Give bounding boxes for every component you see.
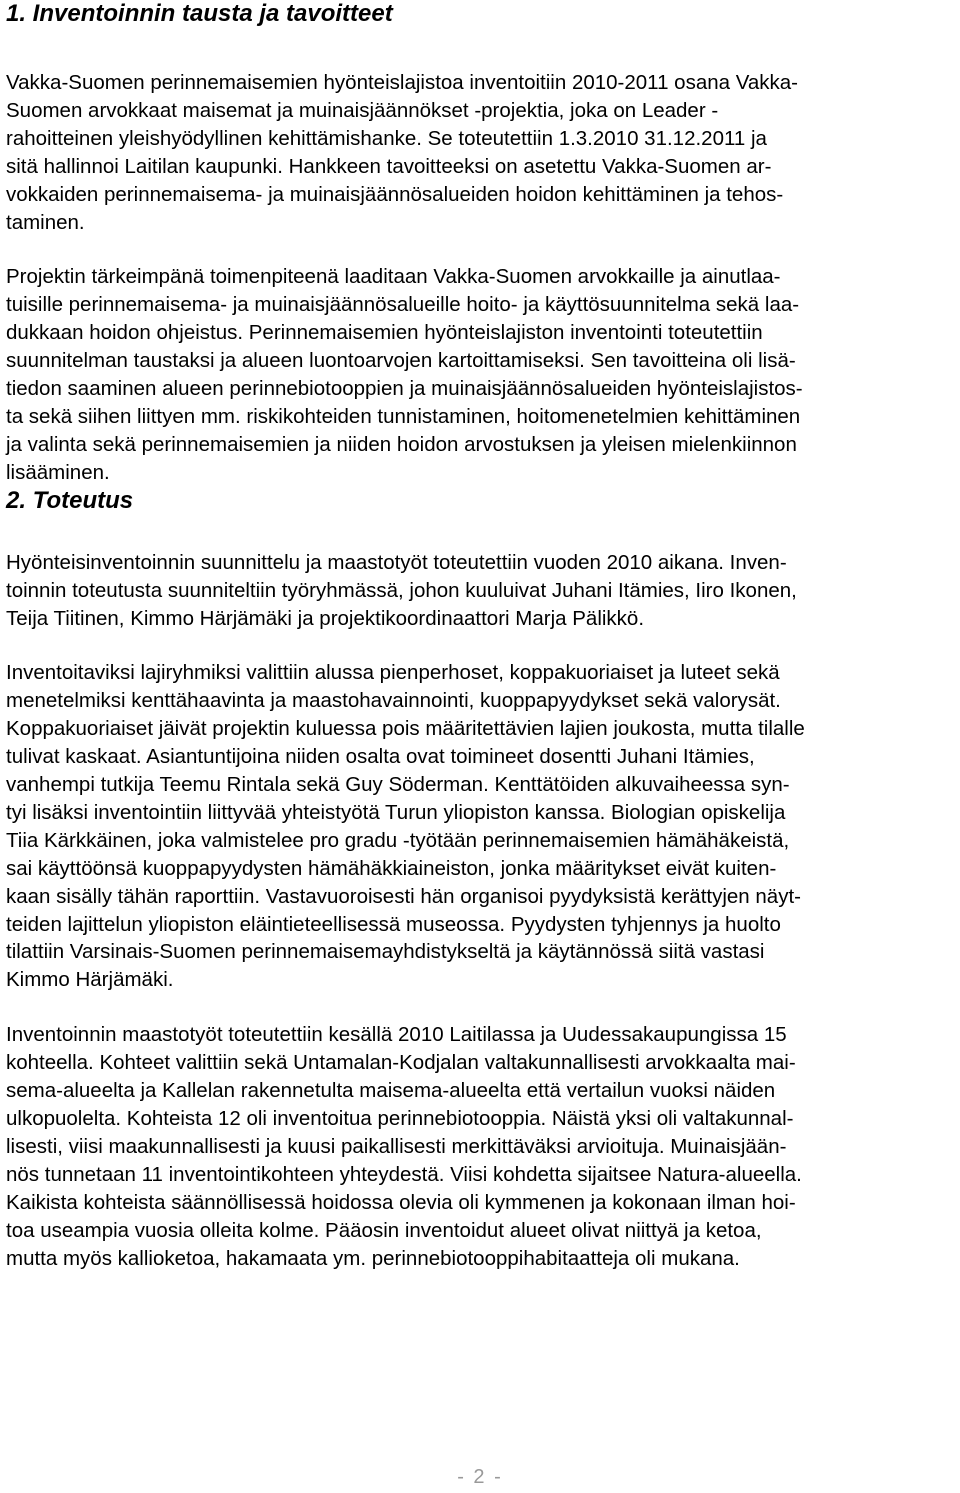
text-line: sitä hallinnoi Laitilan kaupunki. Hankkeen tavoitteeksi on asetettu Vakka-Suomen ar- — [6, 154, 772, 178]
text-line: dukkaan hoidon ohjeistus. Perinnemaisemien hyönteislajiston inventointi toteutettiin — [6, 321, 763, 345]
text-line: kohteella. Kohteet valittiin sekä Untamalan-Kodjalan valtakunnallisesti arvokkaalta mai- — [6, 1051, 796, 1075]
section-heading-1: 1. Inventoinnin tausta ja tavoitteet — [6, 0, 393, 27]
text-line: lisääminen. — [6, 460, 110, 484]
text-line: tiedon saaminen alueen perinnebiotooppien ja muinaisjäännösalueiden hyönteislajistos- — [6, 377, 803, 401]
text-line: vanhempi tutkija Teemu Rintala sekä Guy Söderman. Kenttätöiden alkuvaiheessa syn- — [6, 773, 790, 797]
paragraph — [6, 659, 952, 994]
text-line: lisesti, viisi maakunnallisesti ja kuusi paikallisesti merkittäväksi arvioituja. Muinaisjään- — [6, 1134, 787, 1158]
text-line: Tiia Kärkkäinen, joka valmistelee pro gradu -työtään perinnemaisemien hämähäkeistä, — [6, 828, 790, 852]
document-page — [6, 0, 952, 1272]
page-number: - 2 - — [457, 1466, 503, 1488]
text-line: Hyönteisinventoinnin suunnittelu ja maastotyöt toteutettiin vuoden 2010 aikana. Inven- — [6, 550, 787, 574]
text-line: Kaikista kohteista säännöllisessä hoidossa olevia oli kymmenen ja kokonaan ilman hoi- — [6, 1190, 796, 1214]
text-line: tilattiin Varsinais-Suomen perinnemaisemayhdistykseltä ja käytännössä siitä vastasi — [6, 940, 765, 964]
section-heading-2: 2. Toteutus — [6, 486, 134, 514]
paragraph — [6, 69, 952, 236]
text-line: toa useampia vuosia olleita kolme. Pääosin inventoidut alueet olivat niittyä ja ketoa, — [6, 1218, 762, 1242]
text-line: Koppakuoriaiset jäivät projektin kuluessa pois määritettävien lajien joukosta, mutta tilalle — [6, 717, 805, 741]
text-line: Suomen arvokkaat maisemat ja muinaisjäännökset -projektia, joka on Leader - — [6, 98, 719, 122]
text-line: Inventoitaviksi lajiryhmiksi valittiin alussa pienperhoset, koppakuoriaiset ja luteet sekä — [6, 661, 780, 685]
text-line: Vakka-Suomen perinnemaisemien hyönteislajistoa inventoitiin 2010-2011 osana Vakka- — [6, 71, 798, 94]
text-line: teiden lajittelun yliopiston eläintieteellisessä museossa. Pyydysten tyhjennys ja huolto — [6, 912, 781, 936]
text-line: Kimmo Härjämäki. — [6, 968, 174, 992]
paragraph — [6, 549, 952, 633]
text-line: kaan sisälly tähän raporttiin. Vastavuoroisesti hän organisoi pyydyksistä kerättyjen näyt- — [6, 884, 801, 908]
text-line: rahoitteinen yleishyödyllinen kehittämishanke. Se toteutettiin 1.3.2010 31.12.2011 ja — [6, 126, 767, 150]
text-line: ulkopuolelta. Kohteista 12 oli inventoitua perinnebiotooppia. Näistä yksi oli valtakunnal- — [6, 1107, 794, 1130]
text-line: tyi lisäksi inventointiin liittyvää yhteistyötä Turun yliopiston kanssa. Biologian opiskelija — [6, 800, 786, 824]
text-line: tulivat kaskaat. Asiantuntijoina niiden osalta ovat toimineet dosentti Juhani Itämies, — [6, 745, 755, 769]
text-line: suunnitelman taustaksi ja alueen luontoarvojen kartoittamiseksi. Sen tavoitteina oli lisä- — [6, 349, 796, 373]
text-line: menetelmiksi kenttähaavinta ja maastohavainnointi, kuoppapyydykset sekä valorysät. — [6, 689, 781, 713]
text-line: Inventoinnin maastotyöt toteutettiin kesällä 2010 Laitilassa ja Uudessakaupungissa 15 — [6, 1023, 787, 1047]
paragraph — [6, 1021, 952, 1272]
text-line: tuisille perinnemaisema- ja muinaisjäännösalueille hoito- ja käyttösuunnitelma sekä laa- — [6, 293, 800, 317]
text-line: Teija Tiitinen, Kimmo Härjämäki ja projektikoordinaattori Marja Pälikkö. — [6, 606, 645, 630]
paragraph — [6, 263, 952, 486]
text-line: sema-alueelta ja Kallelan rakennetulta maisema-alueelta että vertailun vuoksi näiden — [6, 1079, 776, 1103]
text-line: taminen. — [6, 210, 85, 234]
text-line: mutta myös kallioketoa, hakamaata ym. perinnebiotooppihabitaatteja oli mukana. — [6, 1246, 740, 1270]
text-line: ja valinta sekä perinnemaisemien ja niiden hoidon arvostuksen ja yleisen mielenkiinnon — [6, 432, 797, 456]
text-line: ta sekä siihen liittyen mm. riskikohteiden tunnistaminen, hoitomenetelmien kehittäminen — [6, 404, 801, 428]
text-line: nös tunnetaan 11 inventointikohteen yhteydestä. Viisi kohdetta sijaitsee Natura-alueella. — [6, 1162, 802, 1186]
text-line: toinnin toteutusta suunniteltiin työryhmässä, johon kuuluivat Juhani Itämies, Iiro Ikonen, — [6, 578, 797, 602]
text-line: Projektin tärkeimpänä toimenpiteenä laaditaan Vakka-Suomen arvokkaille ja ainutlaa- — [6, 265, 781, 289]
text-line: sai käyttöönsä kuoppapyydysten hämähäkkiaineiston, jonka määritykset eivät kuiten- — [6, 856, 777, 880]
text-line: vokkaiden perinnemaisema- ja muinaisjäännösalueiden hoidon kehittäminen ja tehos- — [6, 182, 784, 206]
